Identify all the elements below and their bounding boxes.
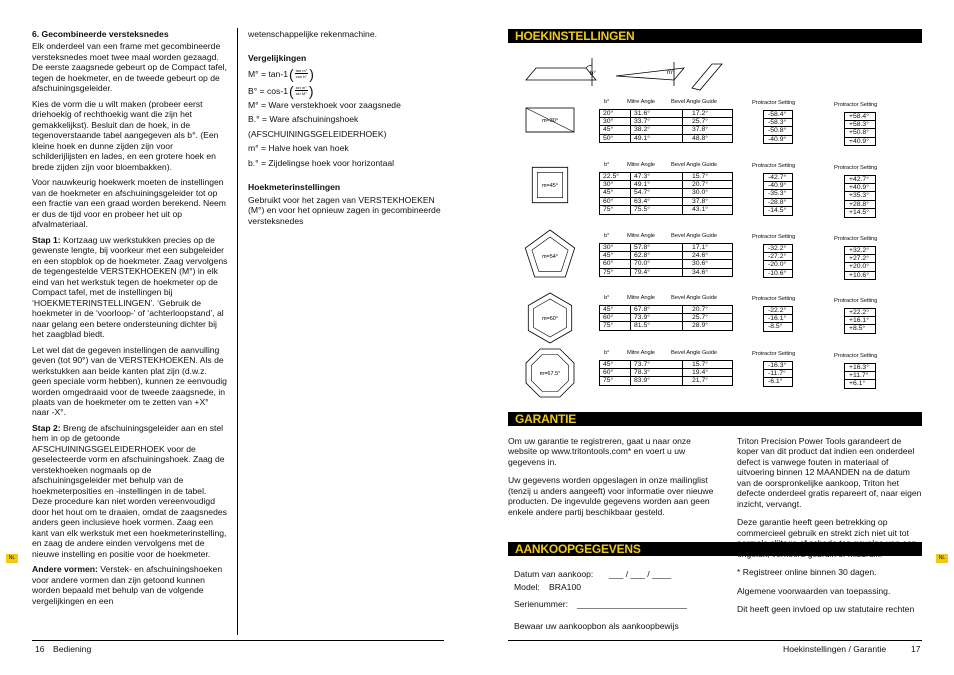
footer-label-left: Bediening [53, 644, 92, 654]
cell-mitre: 57.8° [634, 244, 650, 251]
protractor-neg-cell: -28.8° [764, 199, 792, 207]
protractor-neg-cell: -58.4° [764, 111, 792, 119]
cell-mitre: 31.6° [634, 110, 650, 117]
protractor-neg-cell: -22.2° [764, 307, 792, 315]
equation-1-left: M° = tan-1 [248, 68, 288, 79]
col-head-bevel: Bevel Angle Guide [671, 295, 717, 301]
protractor-pos-grid [844, 112, 876, 146]
col-head-bevel: Bevel Angle Guide [671, 233, 717, 239]
paragraph-text: Verstek- en afschuiningshoeken voor andere vormen dan zijn getoond kunnen worden bepaald met behulp van de volgende vergelijkingen en een [32, 564, 223, 606]
paragraph [32, 177, 228, 229]
footer-page-number-right: 17 [911, 644, 921, 654]
protractor-pos-cell: +28.8° [845, 201, 875, 209]
table-row [600, 260, 732, 268]
col-head-protractor-pos: Protractor Setting [834, 236, 878, 242]
definition-line: (AFSCHUININGSGELEIDERHOEK) [248, 128, 387, 139]
cell-bevel: 20.7° [692, 306, 708, 313]
warranty-paragraph: Algemene voorwaarden van toepassing. [737, 585, 891, 596]
protractor-pos-cell: +6.1° [849, 380, 866, 388]
diagram-label-m: m° [667, 70, 675, 76]
col-head-protractor-neg: Protractor Setting [752, 163, 796, 169]
protractor-pos-cell: +35.3° [845, 192, 875, 200]
warranty-left-text [508, 436, 714, 525]
col-head-protractor-pos: Protractor Setting [834, 298, 878, 304]
workpiece-left [526, 68, 596, 80]
warranty-paragraph: Om uw garantie te registreren, gaat u naar onze website op www.tritontools.com* en voert u uw gegevens in. [508, 436, 691, 467]
protractor-neg-cell: -16.1° [764, 315, 792, 323]
protractor-pos-cell: +16.1° [845, 317, 875, 325]
table-row [600, 314, 732, 322]
protractor-neg-cell: -6.1° [768, 378, 783, 386]
protractor-pos-grid [844, 246, 876, 280]
shape-square [522, 157, 578, 213]
table-row [600, 269, 732, 277]
col-head-b: b° [604, 162, 610, 168]
definition-line: B.° = Ware afschuiningshoek [248, 114, 359, 125]
protractor-pos-grid [844, 363, 876, 389]
col-head-protractor-pos: Protractor Setting [834, 353, 878, 359]
table-row [600, 206, 732, 214]
serial-value[interactable]: _______________________ [577, 599, 687, 609]
paragraph-text: Voor nauwkeurig hoekwerk moeten de instellingen van de hoekmeter en afschuiningsgeleider tot op een fractie van een graad worden berekend. Neem er dus de tijd voor en probeer het uit op afvalmateriaal. [32, 177, 226, 230]
table-row [600, 361, 732, 369]
table-row [600, 322, 732, 330]
protractor-neg-grid [763, 173, 793, 216]
cell-mitre: 63.4° [634, 197, 650, 205]
shape-label: m=67.5° [539, 371, 561, 377]
protractor-pos-cell: +22.2° [845, 309, 875, 317]
cell-b: 60° [603, 369, 614, 377]
left-column-2 [248, 29, 444, 226]
protractor-pos-cell: +32.2° [845, 247, 875, 255]
col-head-bevel: Bevel Angle Guide [671, 99, 717, 105]
cell-b: 75° [603, 205, 614, 213]
protractor-pos-cell: +20.0° [845, 263, 875, 271]
protractor-neg-cell: -14.5° [768, 206, 787, 214]
definition-line: b.° = Zijdelingse hoek voor horizontaal [248, 157, 395, 168]
angle-grid [599, 305, 733, 331]
cell-mitre: 78.3° [634, 369, 650, 377]
footer-rule-left [32, 640, 444, 641]
angle-grid [599, 109, 733, 143]
cell-bevel: 30.0° [692, 189, 708, 197]
cell-mitre: 49.1° [634, 134, 650, 142]
cell-bevel: 21.7° [692, 377, 708, 385]
cell-bevel: 28.9° [692, 322, 708, 330]
col-head-protractor-pos: Protractor Setting [834, 165, 878, 171]
cell-bevel: 19.4° [692, 369, 708, 377]
table-row [600, 110, 732, 118]
cell-mitre: 62.8° [634, 252, 650, 260]
cell-bevel: 48.8° [692, 134, 708, 142]
protractor-pos-cell: +42.7° [845, 176, 875, 184]
protractor-pos-cell: +40.9° [849, 137, 869, 145]
protractor-pos-cell: +10.6° [849, 271, 869, 279]
table-row [600, 198, 732, 206]
shape-label: m=60° [541, 316, 559, 322]
protractor-pos-cell: +16.3° [845, 364, 875, 372]
cell-bevel: 37.8° [692, 126, 708, 134]
equation-2: B° = cos-1 ( $\frac{\text{sin m°}}{\text{sin M°}}$ ) [248, 82, 314, 99]
col-head-protractor-pos: Protractor Setting [834, 102, 878, 108]
angle-settings-banner: HOEKINSTELLINGEN [508, 29, 922, 43]
col-head-protractor-neg: Protractor Setting [752, 234, 796, 240]
model-value: BRA100 [549, 582, 582, 592]
col-head-b: b° [604, 99, 610, 105]
cell-mitre: 73.7° [634, 361, 650, 368]
language-tab-right: NL [936, 554, 948, 563]
cell-b: 45° [603, 189, 614, 197]
angle-grid [599, 243, 733, 277]
cell-mitre: 38.2° [634, 126, 650, 134]
model-row: Model: BRA100 [514, 582, 582, 592]
paragraph [32, 235, 228, 340]
mitre-settings-heading: Hoekmeterinstellingen [248, 182, 341, 193]
purchase-date-value[interactable]: ___ / ___ / ____ [609, 569, 672, 579]
table-row [600, 252, 732, 260]
paragraph-lead: Stap 2: [32, 422, 61, 433]
warranty-paragraph: Dit heeft geen invloed op uw statutaire rechten [737, 604, 915, 615]
protractor-neg-cell: -8.5° [768, 323, 783, 331]
equation-2-fraction: $\frac{\text{sin m°}}{\text{sin M°}}$ [295, 85, 307, 97]
protractor-neg-cell: -40.9° [764, 182, 792, 190]
warranty-banner: GARANTIE [508, 412, 922, 426]
shape-triangle [522, 92, 578, 148]
cell-bevel: 43.1° [692, 205, 708, 213]
protractor-pos-cell: +8.5° [849, 325, 866, 333]
col-head-b: b° [604, 295, 610, 301]
workpiece-right [692, 64, 722, 90]
table-row [600, 377, 732, 385]
cell-bevel: 37.8° [692, 197, 708, 205]
paragraph-text: Kies de vorm die u wilt maken (probeer eerst driehoekig of rechthoekig want die zijn het gemakkelijkst). Besluit dan de hoek, in de tegenoverstaande tabel aangegeven als b°. (Een kleine hoek en dunne zijden zijn voor schilderijlijsten en lades, en een grotere hoek en brede zijden zijn voor bloembakken). [32, 98, 219, 172]
section-heading: 6. Gecombineerde versteksnedes [32, 29, 169, 39]
protractor-neg-cell: -58.3° [764, 119, 792, 127]
cell-b: 60° [603, 314, 614, 322]
col-head-bevel: Bevel Angle Guide [671, 162, 717, 168]
col-head-bevel: Bevel Angle Guide [671, 350, 717, 356]
cell-b: 60° [603, 260, 614, 268]
equations-heading: Vergelijkingen [248, 53, 307, 64]
paragraph-text: Breng de afschuiningsgeleider aan en stel hem in op de getoonde AFSCHUININGSGELEIDERHOEK voor de geselecteerde vorm en afschuiningshoek. Zaag de verstekhoeken nogmaals op de afschuiningsgeleider met behulp van de hoekmeterposities en -instellingen in de tabel. Deze procedure kan niet worden vereenvoudigd door het hout om te draaien, omdat de zaagsnedes anders geen inclusieve hoek vormen. Zaag een kant van elk werkstuk met een hoekmeterinstelling, en zaag de andere einden vervolgens met de nieuwe instelling en positie voor de hoekmeter. [32, 422, 227, 559]
purchase-banner: AANKOOPGEGEVENS [508, 542, 922, 556]
warranty-paragraph: * Registreer online binnen 30 dagen. [737, 567, 877, 578]
protractor-pos-cell: +11.7° [845, 372, 875, 380]
table-row [600, 118, 732, 126]
definitions-list [248, 100, 444, 168]
protractor-neg-cell: -16.3° [764, 362, 792, 370]
angle-grid [599, 360, 733, 386]
table-row [600, 244, 732, 252]
cell-b: 45° [603, 252, 614, 260]
purchase-date-row: Datum van aankoop: ___ / ___ / ____ [514, 569, 672, 579]
protractor-neg-grid [763, 244, 793, 278]
protractor-neg-cell: -11.7° [764, 370, 792, 378]
protractor-neg-cell: -40.9° [768, 135, 787, 143]
paragraph [32, 99, 228, 172]
col-head-protractor-neg: Protractor Setting [752, 296, 796, 302]
cell-mitre: 49.1° [634, 181, 650, 189]
equation-2-left: B° = cos-1 [248, 85, 288, 96]
protractor-neg-cell: -32.2° [764, 245, 792, 253]
language-tab-left: NL [6, 554, 18, 563]
paragraph-text: Kortzaag uw werkstukken precies op de gewenste lengte, bij voorkeur met een subgeleider en een stopblok op de hoekmeter. Zaag vervolgens de tegengestelde VERSTEKHOEKEN (M°) in elk eind van het werkstuk tegen de hoekmeter op de Compact tafel, met de instellingen bij ‘HOEKMETERINSTELLINGEN’. ‘Gebruik de hoekmeter in de ‘voorloop-’ of ‘achterloopstand’, al naar gelang een betere ondersteuning dichter bij het zaagblad biedt. [32, 234, 228, 340]
shape-label: m=54° [541, 254, 559, 260]
table-row [600, 306, 732, 314]
angle-grid [599, 172, 733, 215]
shape-pentagon [522, 228, 578, 284]
protractor-pos-cell: +58.3° [845, 121, 875, 129]
warranty-paragraph: Triton Precision Power Tools garandeert de koper van dit product dat indien een onderdeel defect is vanwege fouten in materiaal of uitvoering binnen 12 MAANDEN na de datum van de oorspronkelijke aankoop, Triton het defecte onderdeel gratis repareert of, naar eigen inzicht, vervangt. [737, 436, 922, 509]
warranty-right-text [737, 436, 923, 623]
cell-b: 30° [603, 244, 614, 251]
definition-line: m° = Halve hoek van hoek [248, 143, 349, 154]
cell-b: 45° [603, 306, 614, 313]
footer-rule-right [508, 640, 922, 641]
table-row [600, 181, 732, 189]
warranty-paragraph: Uw gegevens worden opgeslagen in onze mailinglist (tenzij u anders aangeeft) voor informatie over nieuwe producten. De ingevulde gegevens worden aan geen enkele andere partij beschikbaar gesteld. [508, 475, 714, 517]
paragraph [32, 345, 228, 418]
cell-b: 45° [603, 126, 614, 134]
paragraph-lead: Andere vormen: [32, 564, 98, 575]
protractor-pos-cell: +27.2° [845, 255, 875, 263]
protractor-neg-cell: -50.8° [764, 127, 792, 135]
cell-bevel: 20.7° [692, 181, 708, 189]
col-head-mitre: Mitre Angle [627, 162, 655, 168]
protractor-pos-cell: +40.9° [845, 184, 875, 192]
protractor-neg-cell: -35.3° [764, 190, 792, 198]
table-row [600, 189, 732, 197]
keep-receipt-note: Bewaar uw aankoopbon als aankoopbewijs [514, 621, 679, 631]
protractor-neg-cell: -27.2° [764, 253, 792, 261]
cut-diagram [524, 50, 744, 94]
protractor-pos-cell: +50.8° [845, 129, 875, 137]
paragraph [32, 564, 228, 606]
bevel-arc [586, 65, 592, 68]
footer-page-number-left: 16 [35, 644, 45, 654]
column-divider [237, 28, 238, 635]
protractor-neg-grid [763, 361, 793, 387]
left-column-1 [32, 29, 228, 611]
cell-mitre: 73.9° [634, 314, 650, 322]
cell-bevel: 30.6° [692, 260, 708, 268]
mitre-settings-text: Gebruikt voor het zagen van VERSTEKHOEKEN (M°) en voor het opnieuw zagen in gecombineerde versteksnedes [248, 194, 441, 226]
cell-bevel: 34.6° [692, 268, 708, 276]
shape-hexagon [522, 290, 578, 346]
equation-1-fraction: $\frac{\text{tan m°}}{\text{cos b°}}$ [295, 68, 308, 80]
protractor-neg-cell: -10.6° [768, 269, 787, 277]
cell-b: 20° [603, 110, 614, 117]
paragraph-lead: Stap 1: [32, 234, 61, 245]
serial-row: Serienummer: _______________________ [514, 599, 687, 609]
cell-bevel: 15.7° [692, 173, 708, 180]
cell-mitre: 83.9° [634, 377, 650, 385]
continued-text: wetenschappelijke rekenmachine. [248, 29, 377, 39]
cell-b: 22.5° [603, 173, 619, 180]
col-head-mitre: Mitre Angle [627, 295, 655, 301]
col-head-b: b° [604, 233, 610, 239]
col1-paragraphs [32, 41, 228, 606]
col-head-mitre: Mitre Angle [627, 233, 655, 239]
protractor-pos-grid [844, 175, 876, 218]
table-row [600, 173, 732, 181]
col-head-b: b° [604, 350, 610, 356]
protractor-pos-grid [844, 308, 876, 334]
protractor-neg-cell: -42.7° [764, 174, 792, 182]
table-row [600, 126, 732, 134]
warranty-paragraph: Deze garantie heeft geen betrekking op commercieel gebruik en strekt zich niet uit tot [737, 517, 909, 538]
protractor-neg-grid [763, 110, 793, 144]
protractor-pos-cell: +58.4° [845, 113, 875, 121]
col-head-mitre: Mitre Angle [627, 99, 655, 105]
cell-bevel: 24.6° [692, 252, 708, 260]
definition-line: M° = Ware verstekhoek voor zaagsnede [248, 99, 401, 110]
cell-mitre: 67.8° [634, 306, 650, 313]
paragraph-text: Elk onderdeel van een frame met gecombineerde versteksnedes moet twee maal worden gezaagd. De eerste zaagsnede gebeurt op de Compact tafel, tegen de hoekmeter, en de tweede gebeurt op de afschuiningsgeleider. [32, 41, 227, 94]
cell-bevel: 17.1° [692, 244, 708, 251]
cell-b: 75° [603, 377, 614, 385]
diagram-label-b: b° [590, 71, 596, 77]
cell-bevel: 17.2° [692, 110, 708, 117]
shape-label: m=30° [541, 118, 559, 124]
cell-mitre: 54.7° [634, 189, 650, 197]
shape-octagon [522, 345, 578, 401]
col-head-mitre: Mitre Angle [627, 350, 655, 356]
protractor-neg-grid [763, 306, 793, 332]
protractor-pos-cell: +14.5° [849, 208, 869, 216]
paragraph [32, 423, 228, 559]
cell-b: 75° [603, 322, 614, 330]
cell-b: 45° [603, 361, 614, 368]
cell-mitre: 70.0° [634, 260, 650, 268]
cell-mitre: 75.5° [634, 205, 650, 213]
cell-mitre: 47.3° [634, 173, 650, 180]
shape-label: m=45° [541, 183, 559, 189]
cell-mitre: 33.7° [634, 118, 650, 126]
cell-b: 60° [603, 197, 614, 205]
cell-mitre: 81.5° [634, 322, 650, 330]
cell-mitre: 79.4° [634, 268, 650, 276]
protractor-neg-cell: -20.0° [764, 261, 792, 269]
cell-b: 30° [603, 181, 614, 189]
cell-bevel: 25.7° [692, 314, 708, 322]
footer-label-right: Hoekinstellingen / Garantie [783, 644, 887, 654]
cell-bevel: 15.7° [692, 361, 708, 368]
paragraph-text: Let wel dat de gegeven instellingen de aanvulling geven (tot 90°) van de VERSTEKHOEKEN. Als de werkstukken aan beide kanten plat zijn (d.w.z. geen speciale vorm hebben), kunnen ze eenvoudig worden omgedraaid voor de tweede zaagsnede, in plaats van de hoekmeter om te zetten van +X° naar -X°. [32, 344, 227, 418]
equation-1: M° = tan-1 ( $\frac{\text{tan m°}}{\text{cos b°}}$ ) [248, 65, 314, 82]
paragraph [32, 41, 228, 93]
cell-b: 30° [603, 118, 614, 126]
col-head-protractor-neg: Protractor Setting [752, 100, 796, 106]
table-row [600, 369, 732, 377]
table-row [600, 135, 732, 143]
col-head-protractor-neg: Protractor Setting [752, 351, 796, 357]
cell-b: 75° [603, 268, 614, 276]
cell-b: 50° [603, 134, 614, 142]
cell-bevel: 25.7° [692, 118, 708, 126]
